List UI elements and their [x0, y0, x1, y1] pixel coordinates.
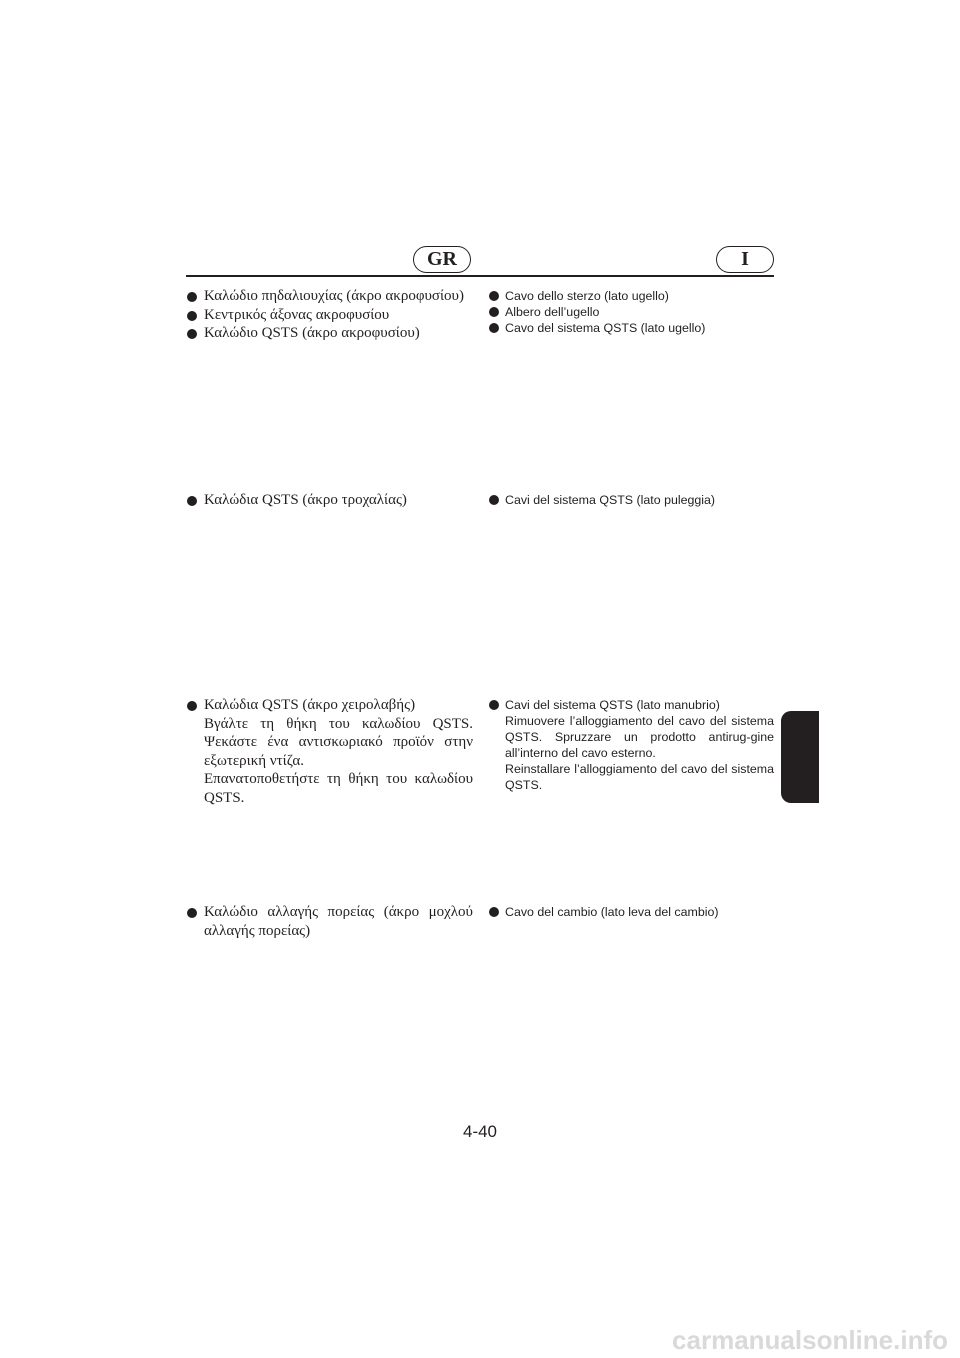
section-3-it	[488, 697, 774, 793]
bullet-icon	[489, 700, 499, 710]
section-2-gr	[186, 491, 473, 510]
bullet-icon	[489, 307, 499, 317]
instruction-paragraph: Reinstallare l’alloggiamento del cavo del sistema QSTS.	[505, 762, 774, 792]
language-badge-it: I	[716, 246, 774, 273]
bullet-icon	[187, 908, 197, 918]
section-3-gr	[186, 696, 473, 808]
bullet-icon	[489, 291, 499, 301]
bullet-icon	[489, 323, 499, 333]
list-item: Κεντρικός άξονας ακροφυσίου	[186, 306, 473, 325]
bullet-icon	[489, 495, 499, 505]
list-item: Cavo del cambio (lato leva del cambio)	[488, 904, 774, 920]
list-item: Cavi del sistema QSTS (lato manubrio)	[488, 697, 774, 713]
list-item: Cavo del sistema QSTS (lato ugello)	[488, 320, 774, 336]
watermark: carmanualsonline.info	[672, 1325, 948, 1355]
bullet-icon	[187, 311, 197, 321]
bullet-icon	[489, 907, 499, 917]
page-number: 4-40	[462, 1122, 498, 1141]
instruction-paragraph: Επανατοποθετήστε τη θήκη του καλωδίου QSTS.	[204, 771, 473, 806]
instruction-paragraph: Βγάλτε τη θήκη του καλωδίου QSTS. Ψεκάστε ένα αντισκωριακό προϊόν στην εξωτερική ντίζα.	[204, 715, 473, 769]
list-item: Καλώδιο αλλαγής πορείας (άκρο μοχλού αλλαγής πορείας)	[186, 903, 473, 940]
section-2-it	[488, 492, 774, 508]
header-divider	[186, 275, 774, 277]
list-item: Albero dell’ugello	[488, 304, 774, 320]
section-4-it	[488, 904, 774, 920]
list-item: Cavi del sistema QSTS (lato puleggia)	[488, 492, 774, 508]
section-4-gr	[186, 903, 473, 940]
bullet-icon	[187, 329, 197, 339]
bullet-icon	[187, 292, 197, 302]
list-item: Καλώδια QSTS (άκρο τροχαλίας)	[186, 491, 473, 510]
list-item: Cavo dello sterzo (lato ugello)	[488, 288, 774, 304]
section-1-it	[488, 288, 774, 336]
bullet-icon	[187, 496, 197, 506]
list-item: Καλώδια QSTS (άκρο χειρολαβής)	[186, 696, 473, 715]
chapter-tab	[781, 711, 819, 803]
instruction-paragraph: Rimuovere l’alloggiamento del cavo del sistema QSTS. Spruzzare un prodotto antirug-gine all’interno del cavo esterno.	[505, 714, 774, 760]
bullet-icon	[187, 701, 197, 711]
list-item: Καλώδιο QSTS (άκρο ακροφυσίου)	[186, 324, 473, 343]
list-item: Καλώδιο πηδαλιουχίας (άκρο ακροφυσίου)	[186, 287, 473, 306]
language-badge-gr: GR	[413, 246, 471, 273]
section-1-gr	[186, 287, 473, 343]
